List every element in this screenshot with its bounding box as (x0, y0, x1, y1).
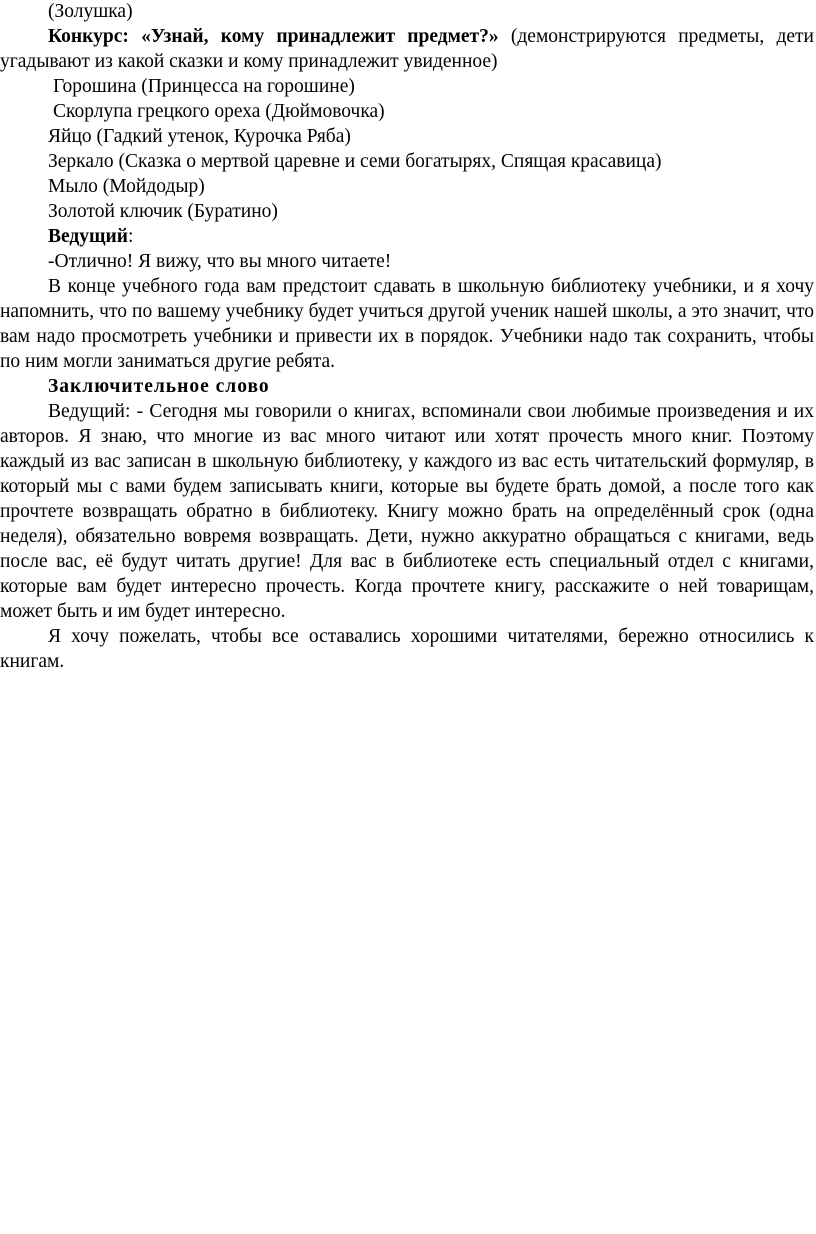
list-item-mirror: Зеркало (Сказка о мертвой царевне и семи богатырях, Спящая красавица) (48, 151, 662, 172)
role-line-zolushka: (Золушка) (48, 1, 133, 22)
textbooks-paragraph: В конце учебного года вам предстоит сдавать в школьную библиотеку учебники, и я хочу напомнить, что по вашему учебнику будет учиться другой ученик нашей школы, а это значит, что вам надо просмотреть учебники и привести их в порядок. Учебники надо так сохранить, чтобы по ним могли заниматься другие ребята. (0, 276, 814, 372)
closing-heading: Заключительное слово (48, 376, 270, 397)
host-label-line (0, 224, 814, 249)
contest-paragraph (0, 24, 814, 74)
closing-paragraph: Ведущий: - Сегодня мы говорили о книгах, вспоминали свои любимые произведения и их авторов. Я знаю, что многие из вас много читают или хотят прочесть много книг. Поэтому каждый из вас записан в школьную библиотеку, у каждого из вас есть читательский формуляр, в который мы с вами будем записывать книги, которые вы будете брать домой, а после того как прочтете возвращать обратно в библиотеку. Книгу можно брать на определённый срок (одна неделя), обязательно вовремя возвращать. Дети, нужно аккуратно обращаться с книгами, ведь после вас, её будут читать другие! Для вас в библиотеке есть специальный отдел с книгами, которые вам будет интересно прочесть. Когда прочтете книгу, расскажите о ней товарищам, может быть и им будет интересно. (0, 401, 814, 622)
list-item-pea: Горошина (Принцесса на горошине) (53, 76, 355, 97)
host-label: Ведущий (48, 226, 128, 247)
list-item-egg: Яйцо (Гадкий утенок, Курочка Ряба) (48, 126, 351, 147)
host-line: -Отлично! Я вижу, что вы много читаете! (48, 251, 392, 272)
contest-description: (демонстрируются предметы, дети угадывают из какой сказки и кому принадлежит увиденное) (0, 26, 814, 72)
list-item-soap: Мыло (Мойдодыр) (48, 176, 205, 197)
list-item-golden-key: Золотой ключик (Буратино) (48, 201, 278, 222)
host-label-colon: : (127, 226, 134, 247)
list-item-walnut-shell: Скорлупа грецкого ореха (Дюймовочка) (53, 101, 385, 122)
final-wish-paragraph: Я хочу пожелать, чтобы все оставались хорошими читателями, бережно относились к книгам. (0, 626, 814, 672)
contest-title: Конкурс: «Узнай, кому принадлежит предмет?» (48, 26, 499, 47)
